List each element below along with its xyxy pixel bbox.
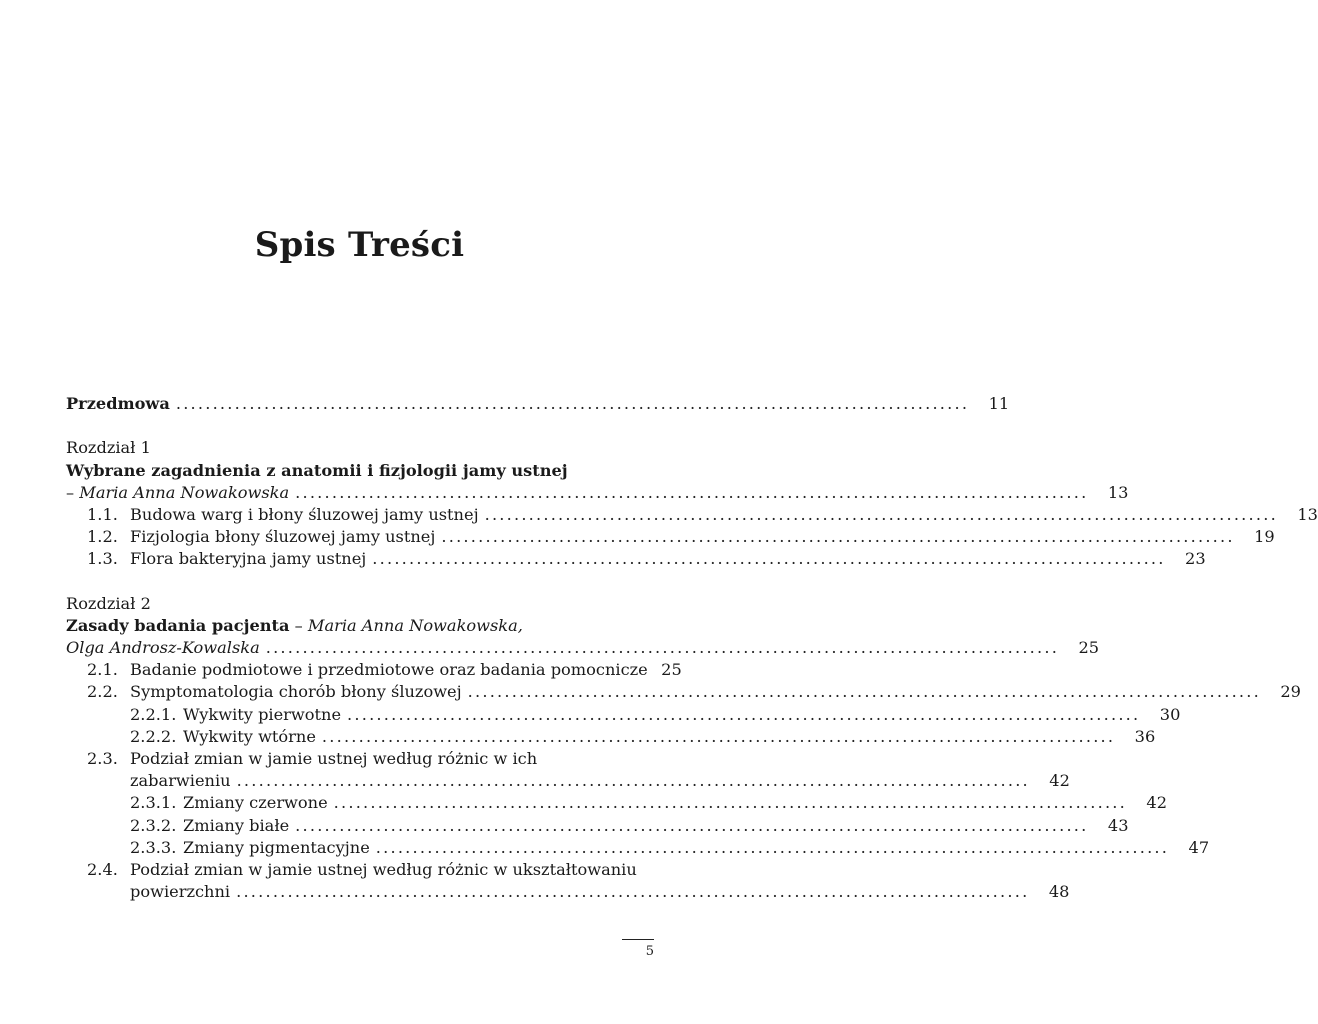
- toc-section-entry: [66, 859, 654, 881]
- chapter-author-entry: [66, 482, 1129, 504]
- section-number: 1.1.: [87, 504, 118, 524]
- chapter-title-text: Zasady badania pacjenta: [66, 615, 290, 635]
- dot-leader: ............................................................................................................: [333, 793, 1127, 813]
- toc-section-entry: [66, 659, 682, 681]
- section-title-continued: zabarwieniu: [130, 771, 231, 791]
- toc-section-entry: [66, 548, 1206, 570]
- subsection-number: 2.2.2.: [130, 726, 177, 746]
- toc-page-number: 23: [1185, 549, 1206, 569]
- subsection-title: Zmiany pigmentacyjne: [183, 837, 370, 857]
- chapter-title: [66, 460, 654, 482]
- subsection-number: 2.3.3.: [130, 837, 177, 857]
- toc-page-number: 30: [1159, 704, 1181, 724]
- dot-leader: ............................................................................................................: [175, 394, 970, 413]
- dot-leader: ............................................................................................................: [295, 815, 1089, 835]
- dot-leader: ............................................................................................................: [236, 771, 1030, 791]
- section-title-continued: powierzchni: [130, 882, 231, 902]
- toc-page-number: 11: [988, 394, 1010, 413]
- subsection-number: 2.3.2.: [130, 815, 177, 835]
- toc-section-entry: [66, 526, 1275, 548]
- toc-page-number: 48: [1048, 882, 1070, 902]
- toc-entry-preface: [66, 393, 1010, 415]
- author-name: Maria Anna Nowakowska,: [307, 615, 523, 635]
- chapter-author-entry: [66, 637, 1100, 659]
- subsection-title: Wykwity pierwotne: [183, 704, 342, 724]
- toc-subsection-entry: [66, 726, 1156, 748]
- toc-page-number: 42: [1049, 771, 1070, 791]
- dot-leader: ............................................................................................................: [467, 682, 1261, 702]
- section-title: Budowa warg i błony śluzowej jamy ustnej: [130, 504, 479, 524]
- section-title: Badanie podmiotowe i przedmiotowe oraz badania pomocnicze: [130, 660, 648, 680]
- toc-section-entry: [66, 681, 1301, 703]
- folio-rule: [622, 939, 654, 940]
- toc-page-number: 47: [1188, 837, 1210, 857]
- section-number: 2.3.: [87, 749, 118, 768]
- toc-subsection-entry: [66, 792, 1167, 814]
- page-title: Spis Treści: [254, 225, 465, 265]
- section-title: Flora bakteryjna jamy ustnej: [130, 549, 367, 569]
- section-number: 1.3.: [87, 549, 118, 569]
- section-number: 1.2.: [87, 527, 118, 547]
- toc-page-number: 19: [1254, 527, 1275, 547]
- chapter-title: [66, 615, 654, 637]
- page-number: 5: [645, 944, 654, 959]
- section-number: 2.2.: [87, 682, 118, 702]
- section-title: Symptomatologia chorób błony śluzowej: [130, 682, 462, 702]
- dot-leader: ............................................................................................................: [321, 726, 1116, 746]
- subsection-number: 2.3.1.: [130, 793, 177, 813]
- subsection-title: Zmiany czerwone: [183, 793, 328, 813]
- chapter-title-text: Wybrane zagadnienia z anatomii i fizjologii jamy ustnej: [66, 460, 568, 480]
- author-line: [66, 482, 289, 504]
- dot-leader: ............................................................................................................: [265, 638, 1060, 658]
- title-separator: –: [289, 615, 308, 635]
- subsection-title: Zmiany białe: [183, 815, 290, 835]
- chapter-label: Rozdział 2: [66, 593, 151, 613]
- dot-leader: ............................................................................................................: [441, 527, 1235, 547]
- toc-page-number: 43: [1107, 815, 1129, 835]
- section-number: 2.4.: [87, 859, 118, 879]
- toc-subsection-entry: [66, 815, 1129, 837]
- dot-leader: ............................................................................................................: [295, 482, 1089, 502]
- toc-page-number: 42: [1146, 793, 1167, 813]
- toc-section-entry-continued: [66, 770, 1070, 792]
- author-name: Maria Anna Nowakowska: [79, 482, 290, 502]
- dot-leader: ............................................................................................................: [375, 837, 1170, 857]
- toc-page-number: 25: [1078, 638, 1100, 658]
- dot-leader: ............................................................................................................: [372, 549, 1166, 569]
- chapter-label: Rozdział 1: [66, 438, 151, 458]
- subsection-number: 2.2.1.: [130, 704, 177, 724]
- toc-entry-label: Przedmowa: [66, 394, 170, 413]
- table-of-contents: [66, 393, 1318, 903]
- toc-subsection-entry: [66, 704, 1181, 726]
- section-title: Podział zmian w jamie ustnej według różnic w ukształtowaniu: [130, 859, 637, 879]
- toc-page-number: 13: [1107, 482, 1129, 502]
- toc-section-entry: [66, 748, 654, 770]
- dot-leader: ............................................................................................................: [347, 704, 1141, 724]
- toc-page-number: 25: [661, 660, 682, 680]
- author-name: Olga Androsz-Kowalska: [66, 638, 260, 658]
- toc-section-entry: [66, 504, 1318, 526]
- section-title: Fizjologia błony śluzowej jamy ustnej: [130, 527, 436, 547]
- section-number: 2.1.: [87, 660, 118, 680]
- toc-page-number: 29: [1280, 682, 1301, 702]
- dot-leader: ............................................................................................................: [484, 504, 1278, 524]
- toc-page-number: 36: [1134, 726, 1156, 746]
- dot-leader: ............................................................................................................: [236, 882, 1030, 902]
- section-title: Podział zmian w jamie ustnej według różnic w ich: [130, 749, 538, 768]
- author-dash: –: [66, 482, 80, 502]
- subsection-title: Wykwity wtórne: [183, 726, 316, 746]
- toc-section-entry-continued: [66, 881, 1070, 903]
- toc-page-number: 13: [1297, 504, 1318, 524]
- toc-subsection-entry: [66, 837, 1210, 859]
